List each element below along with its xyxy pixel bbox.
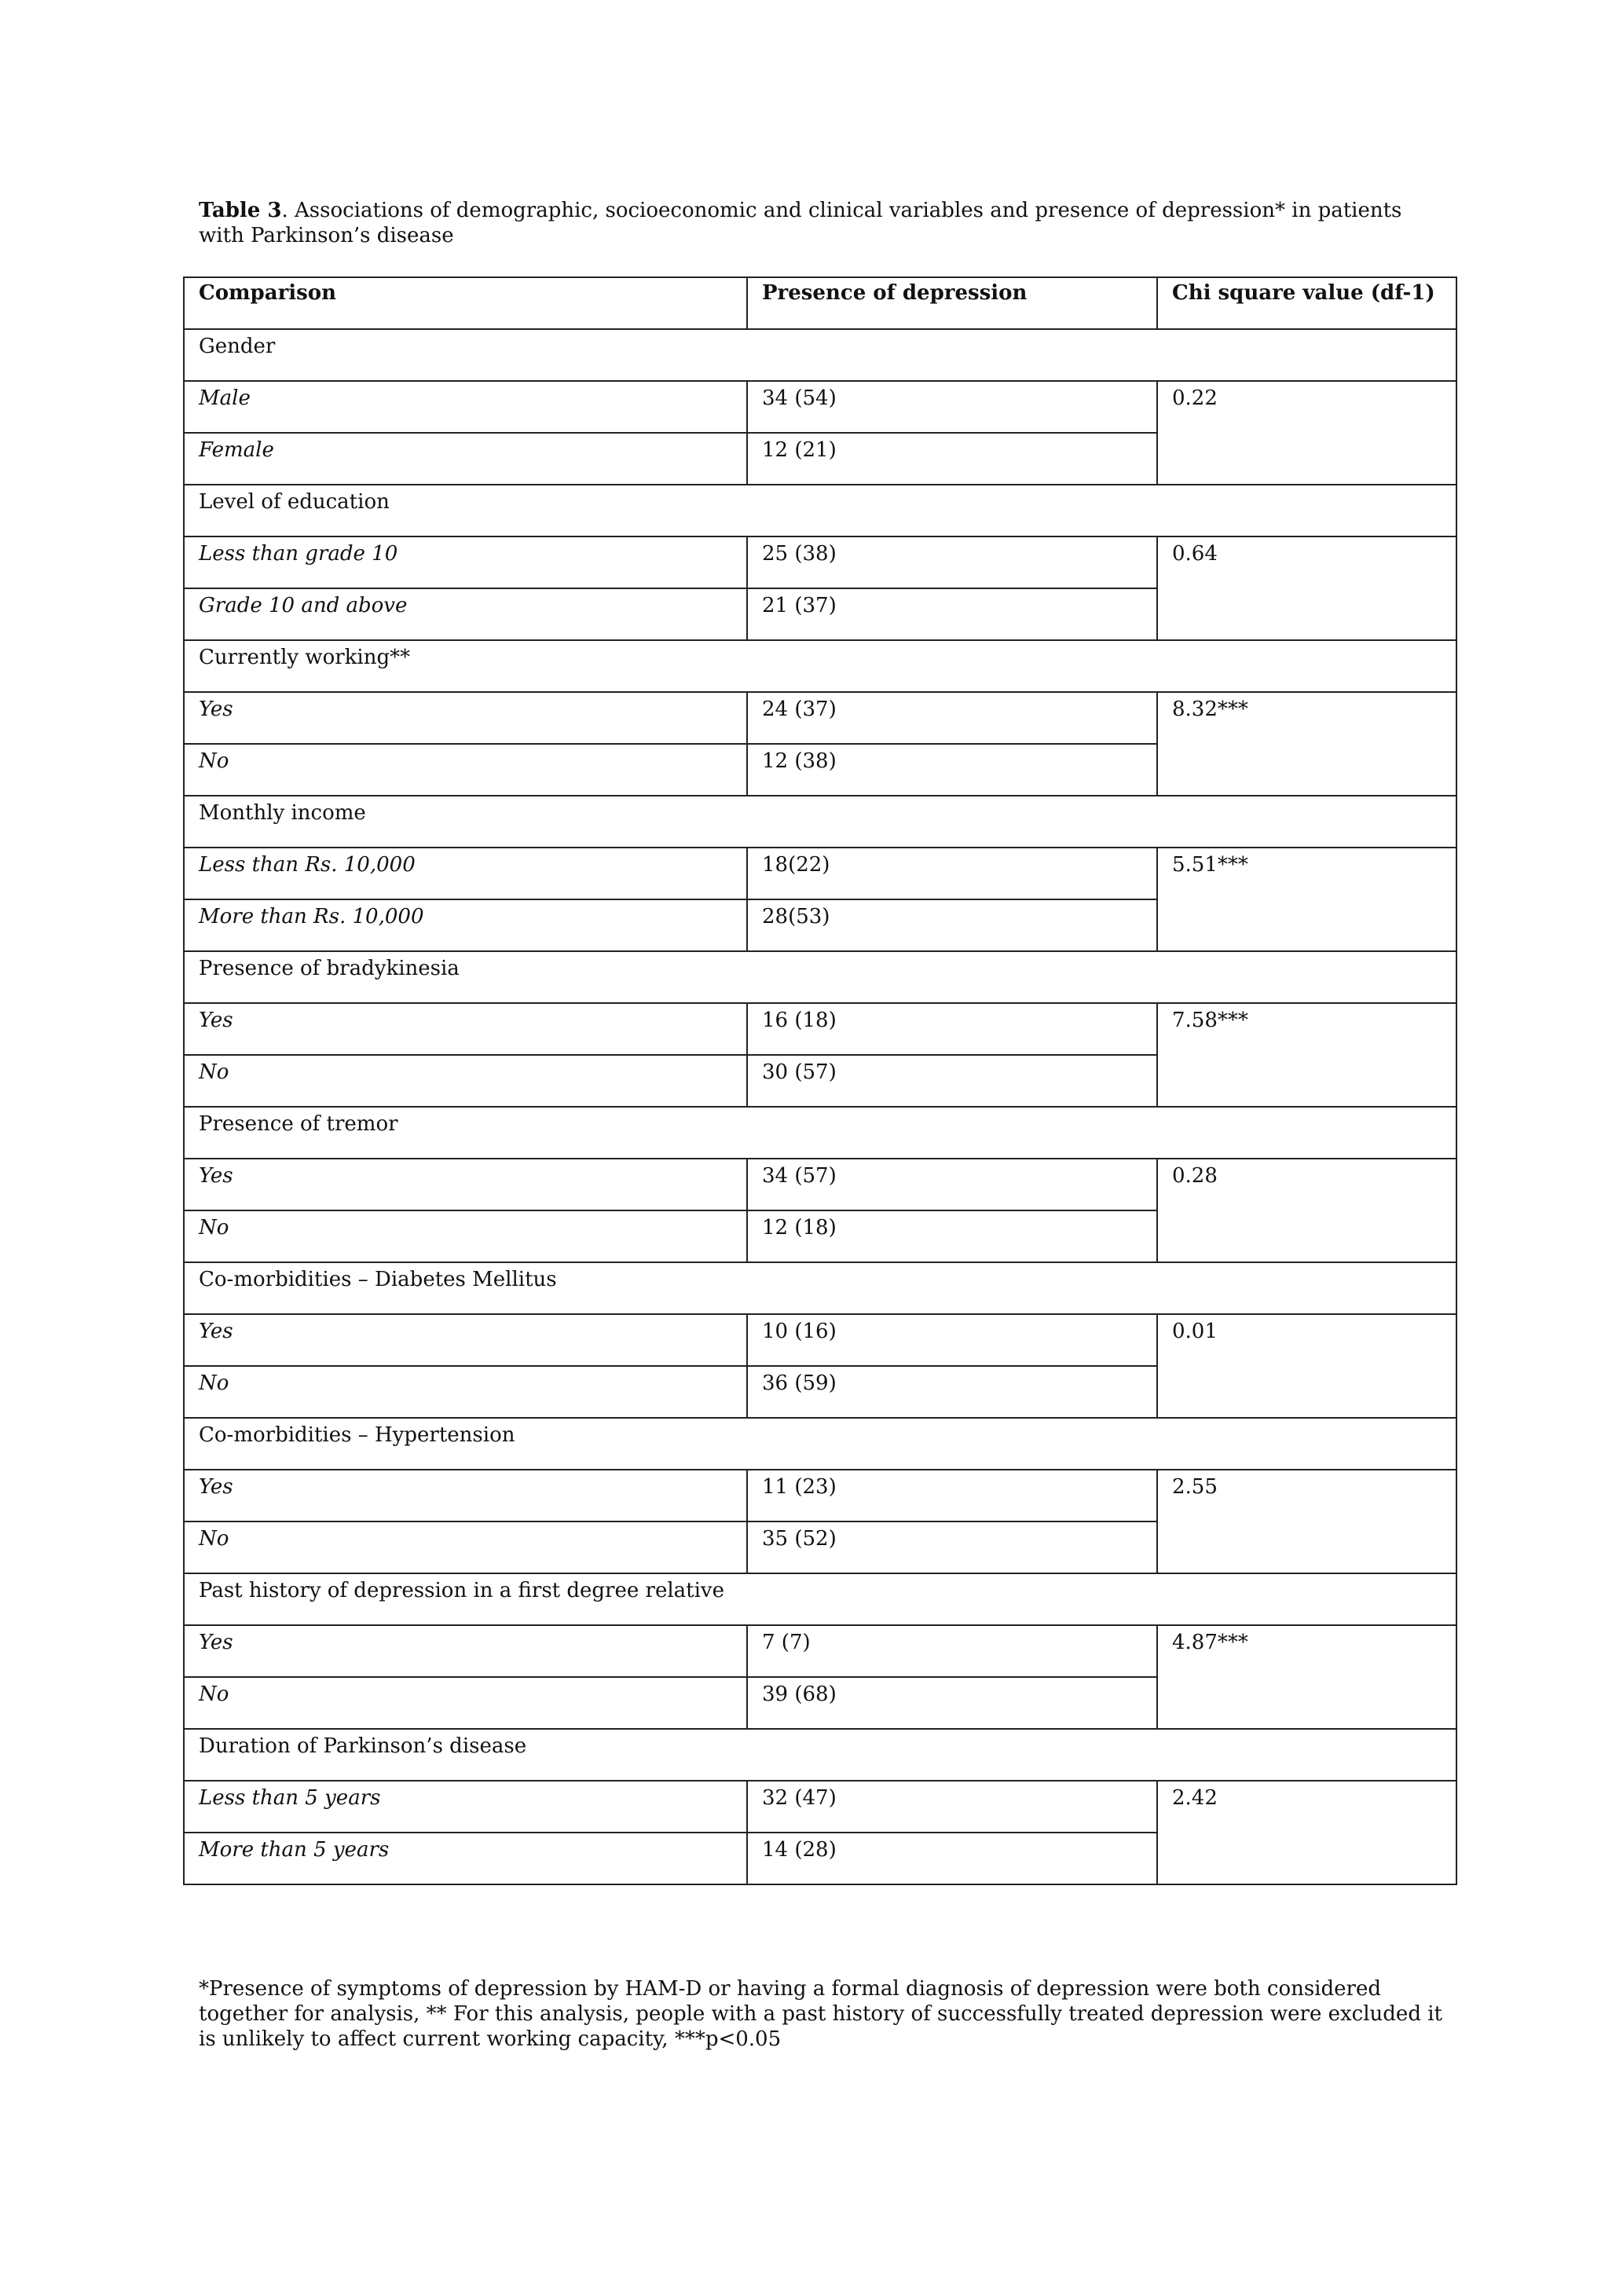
row-label: No — [184, 1366, 747, 1418]
table-footnote: *Presence of symptoms of depression by HAM-D or having a formal diagnosis of depression were both considered together for analysis, ** For this analysis, people with a past history of successfully treated depression were excluded it is unlikely to affect current working capacity, ***p<0.05 — [199, 1977, 1442, 2051]
table-row — [184, 1625, 1456, 1677]
group-row — [184, 1418, 1456, 1470]
row-label: Yes — [184, 692, 747, 744]
group-title: Co-morbidities – Diabetes Mellitus — [184, 1262, 1456, 1314]
row-label: Grade 10 and above — [184, 588, 747, 640]
table-row — [184, 848, 1456, 899]
row-label: No — [184, 1055, 747, 1107]
row-value: 16 (18) — [747, 1003, 1157, 1055]
table-row — [184, 1003, 1456, 1055]
row-label: Yes — [184, 1625, 747, 1677]
row-label: Less than grade 10 — [184, 536, 747, 588]
row-value: 35 (52) — [747, 1522, 1157, 1573]
row-value: 34 (57) — [747, 1159, 1157, 1210]
row-label: More than Rs. 10,000 — [184, 899, 747, 951]
row-label: No — [184, 744, 747, 796]
chi-square-value: 0.01 — [1157, 1314, 1456, 1418]
group-row — [184, 796, 1456, 848]
row-value: 12 (18) — [747, 1210, 1157, 1262]
row-label: No — [184, 1210, 747, 1262]
group-title: Currently working** — [184, 640, 1456, 692]
group-row — [184, 329, 1456, 381]
header-comparison: Comparison — [184, 277, 747, 329]
chi-square-value: 2.55 — [1157, 1470, 1456, 1573]
table-body — [184, 329, 1456, 1884]
row-value: 28(53) — [747, 899, 1157, 951]
chi-square-value: 5.51*** — [1157, 848, 1456, 951]
table-row — [184, 536, 1456, 588]
results-table — [183, 276, 1457, 1885]
row-label: More than 5 years — [184, 1833, 747, 1884]
group-row — [184, 485, 1456, 536]
row-value: 11 (23) — [747, 1470, 1157, 1522]
row-label: Yes — [184, 1314, 747, 1366]
group-row — [184, 640, 1456, 692]
group-title: Monthly income — [184, 796, 1456, 848]
chi-square-value: 2.42 — [1157, 1781, 1456, 1884]
chi-square-value: 8.32*** — [1157, 692, 1456, 796]
row-value: 7 (7) — [747, 1625, 1157, 1677]
row-value: 12 (21) — [747, 433, 1157, 485]
row-label: Less than Rs. 10,000 — [184, 848, 747, 899]
group-title: Presence of bradykinesia — [184, 951, 1456, 1003]
group-title: Presence of tremor — [184, 1107, 1456, 1159]
row-label: No — [184, 1522, 747, 1573]
table-row — [184, 692, 1456, 744]
row-value: 36 (59) — [747, 1366, 1157, 1418]
table-caption-text: . Associations of demographic, socioeconomic and clinical variables and presence of depression* in patients with Parkinson’s disease — [199, 199, 1402, 247]
table-row — [184, 1470, 1456, 1522]
chi-square-value: 7.58*** — [1157, 1003, 1456, 1107]
group-title: Level of education — [184, 485, 1456, 536]
group-row — [184, 1729, 1456, 1781]
row-value: 32 (47) — [747, 1781, 1157, 1833]
header-row — [184, 277, 1456, 329]
group-title: Gender — [184, 329, 1456, 381]
row-value: 10 (16) — [747, 1314, 1157, 1366]
row-label: Male — [184, 381, 747, 433]
row-label: Yes — [184, 1159, 747, 1210]
group-row — [184, 1107, 1456, 1159]
chi-square-value: 4.87*** — [1157, 1625, 1456, 1729]
row-value: 34 (54) — [747, 381, 1157, 433]
header-presence-of-depression: Presence of depression — [747, 277, 1157, 329]
chi-square-value: 0.28 — [1157, 1159, 1456, 1262]
group-row — [184, 951, 1456, 1003]
row-value: 14 (28) — [747, 1833, 1157, 1884]
table-caption-label: Table 3 — [199, 199, 282, 222]
group-title: Co-morbidities – Hypertension — [184, 1418, 1456, 1470]
row-label: Yes — [184, 1470, 747, 1522]
chi-square-value: 0.64 — [1157, 536, 1456, 640]
header-chi-square: Chi square value (df-1) — [1157, 277, 1456, 329]
table-row — [184, 1159, 1456, 1210]
chi-square-value: 0.22 — [1157, 381, 1456, 485]
row-label: Less than 5 years — [184, 1781, 747, 1833]
row-label: Female — [184, 433, 747, 485]
group-row — [184, 1573, 1456, 1625]
table-row — [184, 1314, 1456, 1366]
group-row — [184, 1262, 1456, 1314]
row-value: 25 (38) — [747, 536, 1157, 588]
row-label: No — [184, 1677, 747, 1729]
row-label: Yes — [184, 1003, 747, 1055]
row-value: 12 (38) — [747, 744, 1157, 796]
group-title: Past history of depression in a first degree relative — [184, 1573, 1456, 1625]
row-value: 18(22) — [747, 848, 1157, 899]
row-value: 30 (57) — [747, 1055, 1157, 1107]
row-value: 39 (68) — [747, 1677, 1157, 1729]
table-caption — [199, 198, 1448, 248]
row-value: 24 (37) — [747, 692, 1157, 744]
table-row — [184, 1781, 1456, 1833]
group-title: Duration of Parkinson’s disease — [184, 1729, 1456, 1781]
table-row — [184, 381, 1456, 433]
row-value: 21 (37) — [747, 588, 1157, 640]
